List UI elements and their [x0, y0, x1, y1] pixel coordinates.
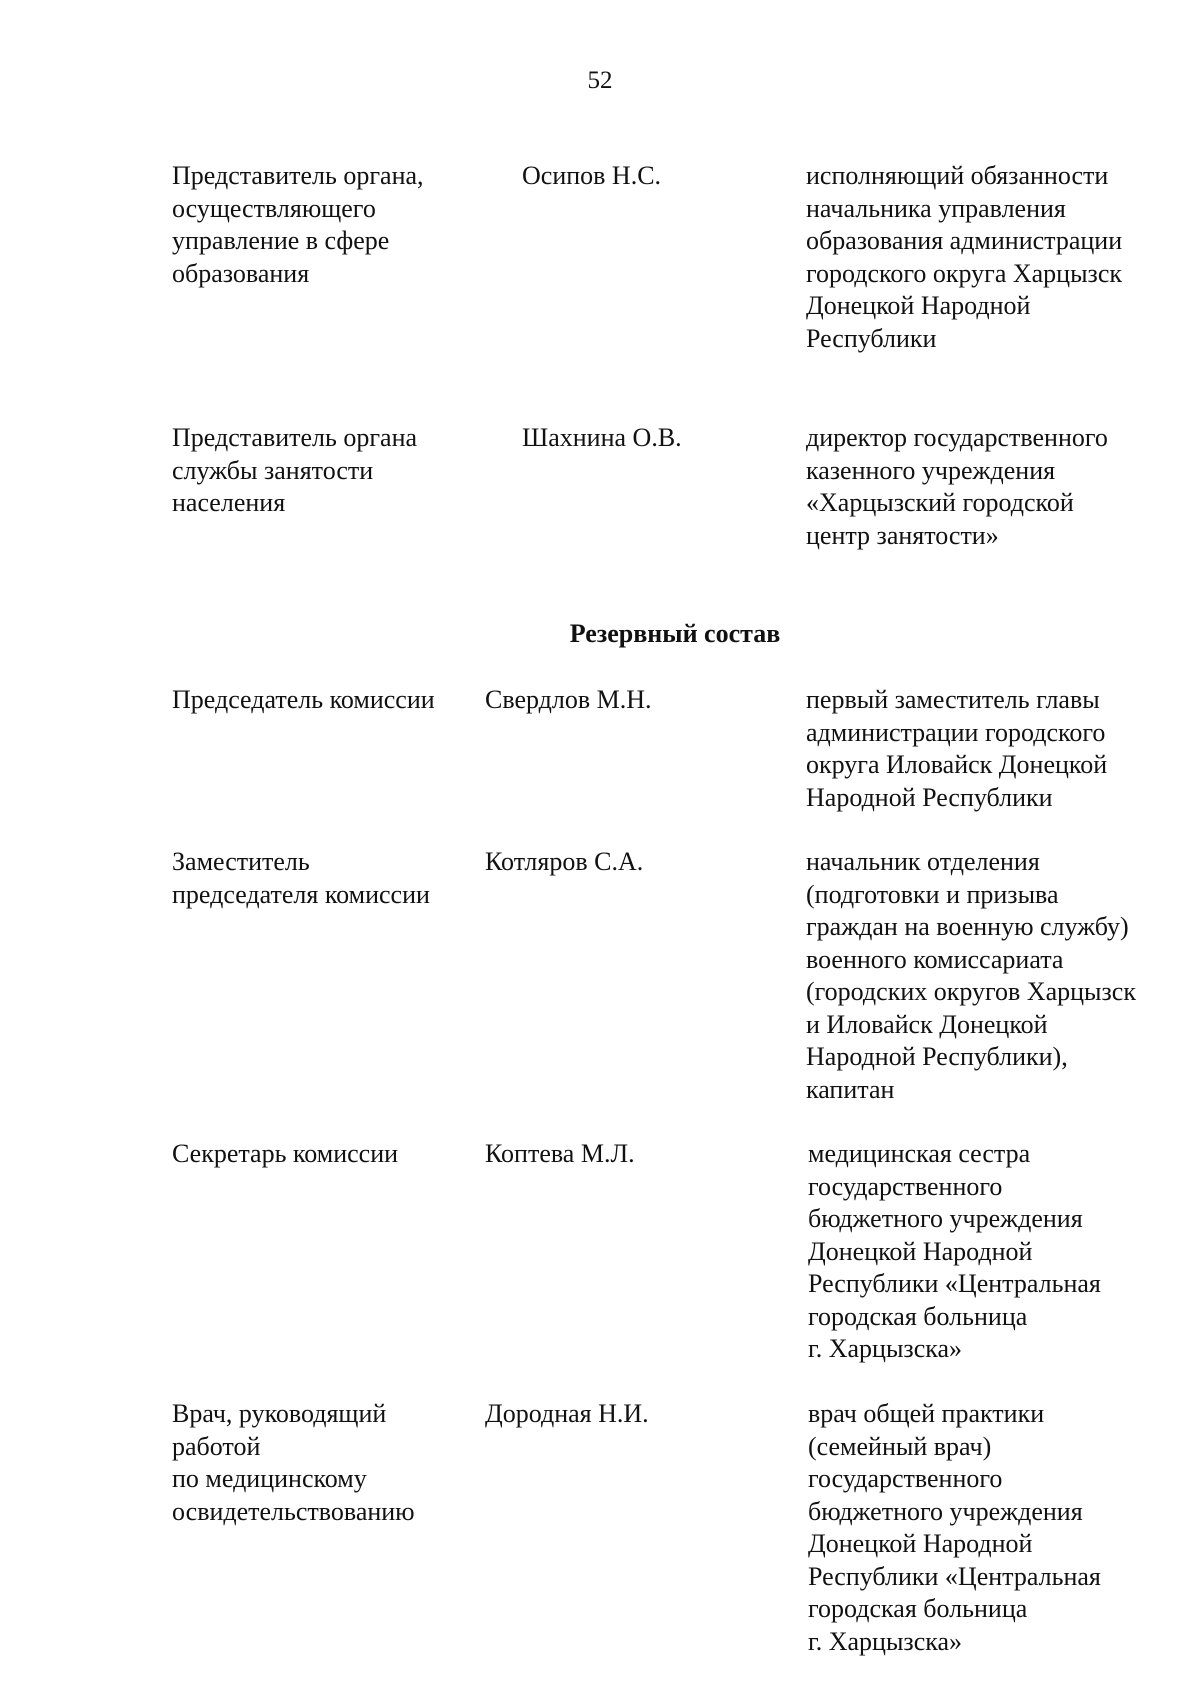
member-description: медицинская сестра государственного бюджетного учреждения Донецкой Народной Республики «Центральная городская больница г. Харцызска» [808, 1139, 1101, 1363]
reserve-section-title: Резервный состав [569, 619, 781, 648]
member-name: Коптева М.Л. [485, 1139, 635, 1168]
member-description: врач общей практики (семейный врач) государственного бюджетного учреждения Донецкой Народной Республики «Центральная городская больница г. Харцызска» [808, 1399, 1101, 1656]
member-role: Председатель комиссии [172, 685, 435, 714]
member-name: Дородная Н.И. [485, 1399, 649, 1428]
member-role: Врач, руководящий работой по медицинскому освидетельствованию [172, 1399, 415, 1526]
member-name: Шахнина О.В. [522, 423, 682, 452]
member-name: Котляров С.А. [485, 847, 644, 876]
member-role: Секретарь комиссии [172, 1139, 399, 1168]
member-name: Осипов Н.С. [522, 161, 662, 190]
member-name: Свердлов М.Н. [485, 685, 652, 714]
member-role: Представитель органа, осуществляющего управление в сфере образования [172, 161, 424, 288]
member-role: Заместитель председателя комиссии [172, 847, 430, 909]
member-description: первый заместитель главы администрации городского округа Иловайск Донецкой Народной Республики [806, 685, 1108, 812]
member-description: исполняющий обязанности начальника управления образования администрации городского округа Харцызск Донецкой Народной Республики [806, 161, 1123, 353]
member-description: директор государственного казенного учреждения «Харцызский городской центр занятости» [806, 423, 1108, 550]
member-description: начальник отделения (подготовки и призыва граждан на военную службу) военного комиссариата (городских округов Харцызск и Иловайск Донецкой Народной Республики), капитан [806, 847, 1136, 1104]
member-role: Представитель органа службы занятости населения [172, 423, 418, 517]
page-number: 52 [587, 67, 613, 94]
